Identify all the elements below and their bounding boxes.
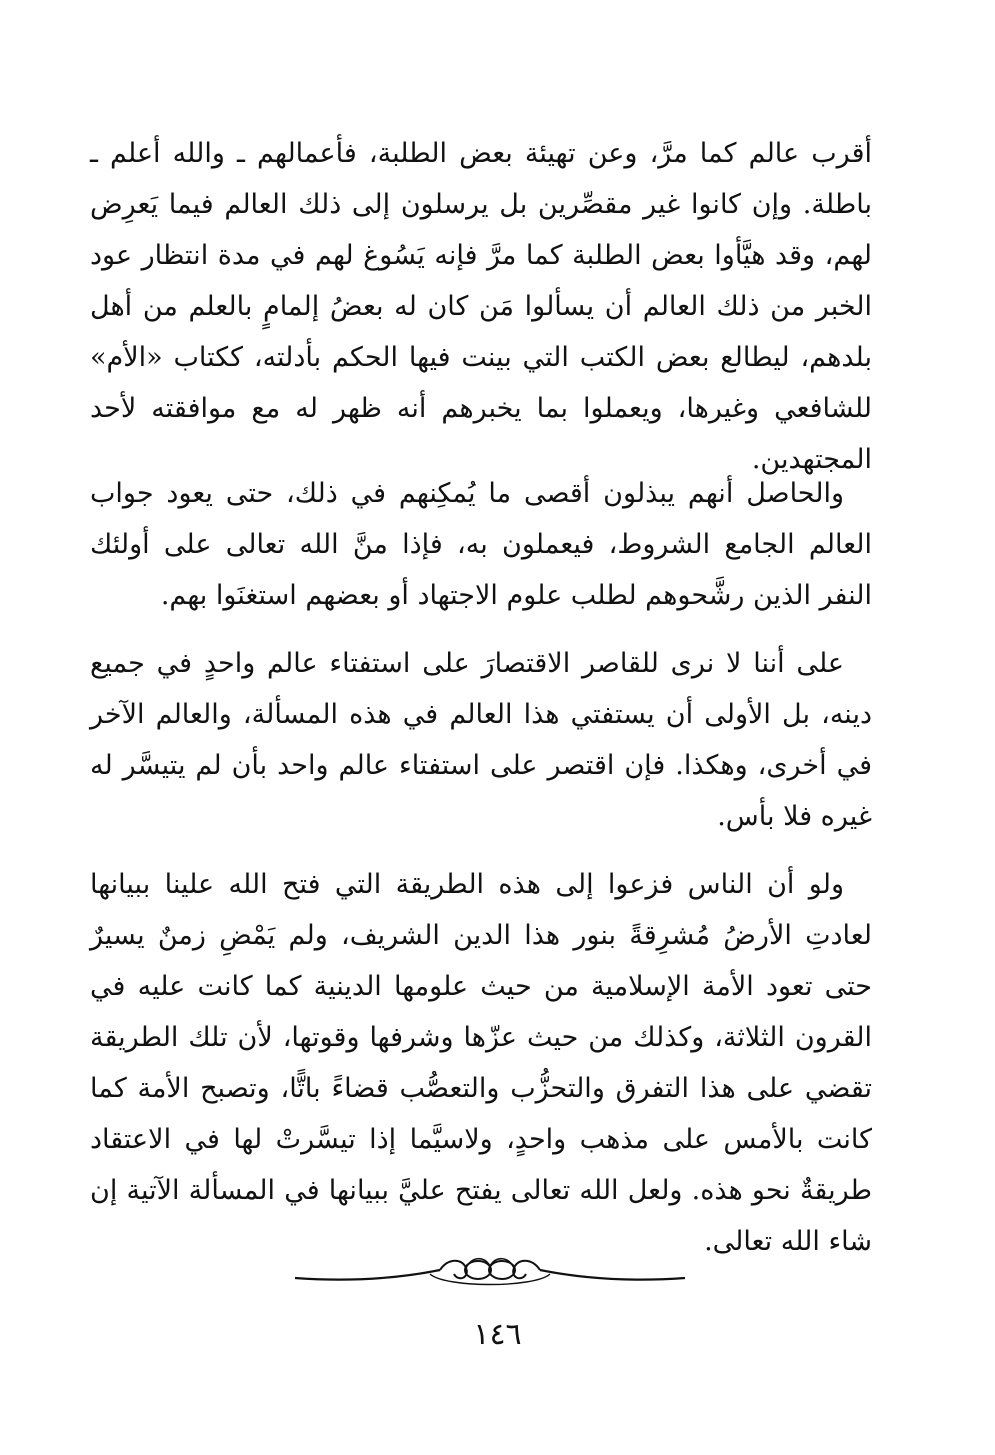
paragraph-text: أقرب عالم كما مرَّ، وعن تهيئة بعض الطلبة، فأعمالهم ـ والله أعلم ـ باطلة. وإن كانوا غير مقصِّرين بل يرسلون إلى ذلك العالم فيما يَعرِض لهم، وقد هيَّأوا بعض الطلبة كما مرَّ فإنه يَسُوغ لهم في مدة انتظار عود الخبر من ذلك العالم أن يسألوا مَن كان له بعضُ إلمامٍ بالعلم من أهل بلدهم، ليطالع بعض الكتب التي بينت فيها الحكم بأدلته، ككتاب «الأم» للشافعي وغيرها، ويعملوا بما يخبرهم أنه ظهر له مع موافقته لأحد المجتهدين. (90, 138, 872, 475)
paragraph-text: ولو أن الناس فزعوا إلى هذه الطريقة التي فتح الله علينا ببيانها لعادتِ الأرضُ مُشرِقةً بنور هذا الدين الشريف، ولم يَمْضِ زمنٌ يسيرٌ حتى تعود الأمة الإسلامية من حيث علومها الدينية كما كانت عليه في القرون الثلاثة، وكذلك من حيث عزّها وشرفها وقوتها، لأن تلك الطريقة تقضي على هذا التفرق والتحزُّب والتعصُّب قضاءً باتًّا، وتصبح الأمة كما كانت بالأمس على مذهب واحدٍ، ولاسيَّما إذا تيسَّرتْ لها في الاعتقاد طريقةٌ نحو هذه. ولعل الله تعالى يفتح عليَّ ببيانها في المسألة الآتية إن شاء الله تعالى. (90, 869, 872, 1257)
paragraph-text: على أننا لا نرى للقاصر الاقتصارَ على استفتاء عالم واحدٍ في جميع دينه، بل الأولى أن يستفتي هذا العالم في هذه المسألة، والعالم الآخر في أخرى، وهكذا. فإن اقتصر على استفتاء عالم واحد بأن لم يتيسَّر له غيره فلا بأس. (90, 648, 872, 832)
paragraph-2 (90, 468, 872, 621)
page-number: ١٤٦ (473, 1317, 522, 1352)
paragraph-1 (90, 128, 872, 485)
paragraph-4 (90, 859, 872, 1267)
paragraph-text: والحاصل أنهم يبذلون أقصى ما يُمكِنهم في ذلك، حتى يعود جواب العالم الجامع الشروط، فيعملون به، فإذا منَّ الله تعالى على أولئك النفر الذين رشَّحوهم لطلب علوم الاجتهاد أو بعضهم استغنَوا بهم. (90, 478, 872, 611)
decorative-flourish-icon (290, 1248, 690, 1298)
paragraph-3 (90, 638, 872, 842)
